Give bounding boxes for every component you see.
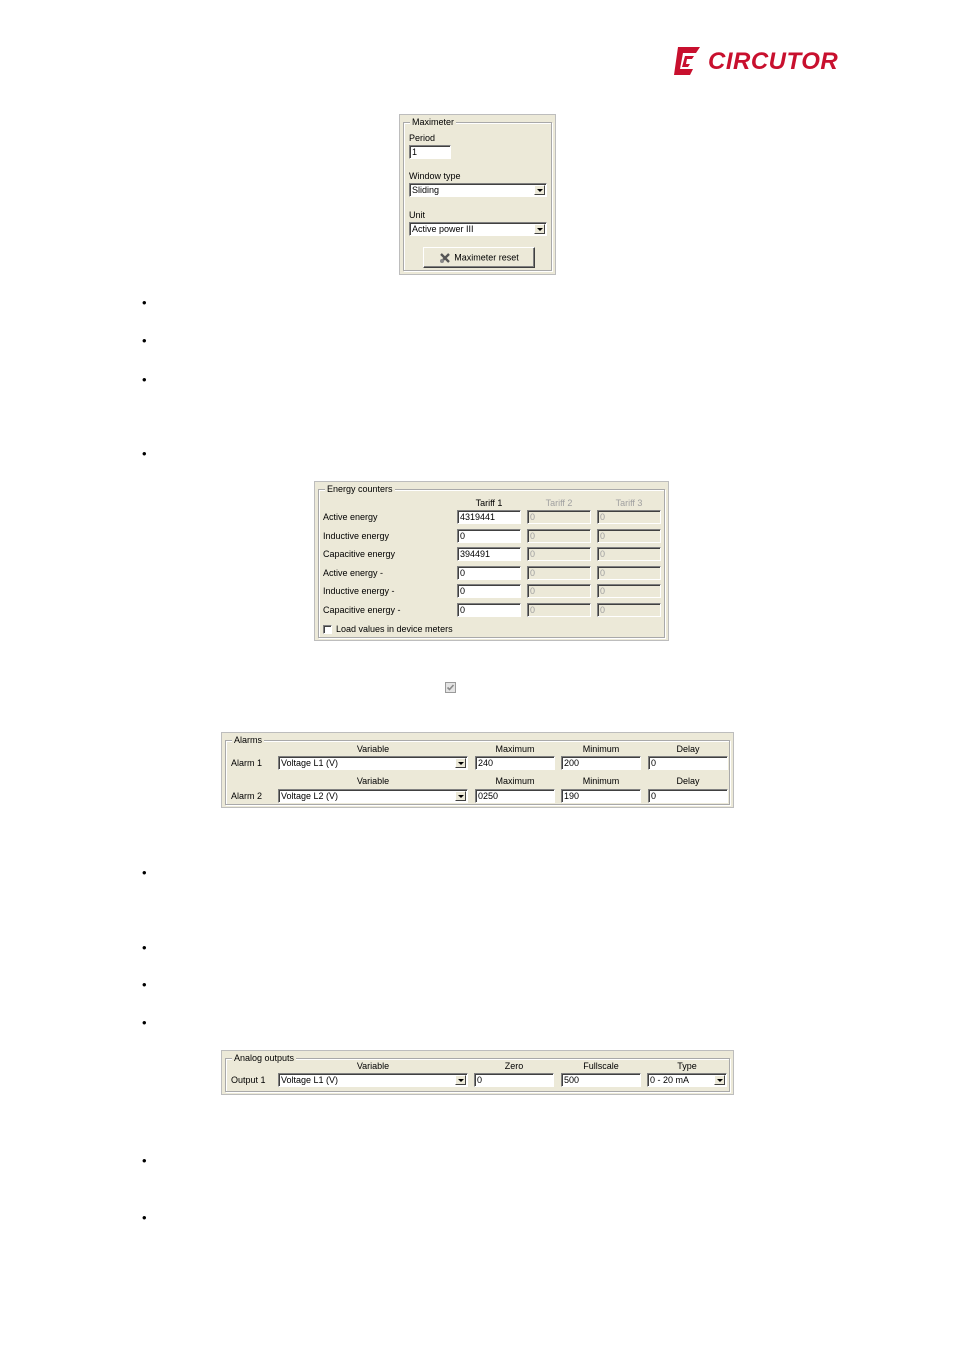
minimum-header: Minimum (582, 776, 620, 786)
unit-value: Active power III (412, 224, 474, 234)
load-values-label: Load values in device meters (336, 624, 453, 634)
alarms-panel (221, 732, 734, 808)
window-type-value: Sliding (412, 185, 440, 195)
output-1-fullscale-input[interactable]: 500 (561, 1073, 641, 1087)
alarm-1-variable-select[interactable] (278, 756, 468, 770)
maximum-header: Maximum (495, 776, 535, 786)
checked-checkbox-icon (445, 682, 456, 693)
tariff-3-input: 0 (597, 566, 661, 580)
chevron-down-icon[interactable] (455, 1075, 466, 1085)
alarm-2-variable-value: Voltage L2 (V) (281, 791, 339, 801)
bullet: • (142, 865, 147, 880)
alarm-2-variable-select[interactable] (278, 789, 468, 803)
delay-header: Delay (676, 776, 700, 786)
energy-row-label: Active energy (323, 512, 378, 522)
maximeter-legend: Maximeter (412, 117, 455, 127)
tariff-2-input: 0 (527, 603, 591, 617)
output-1-zero-input[interactable]: 0 (474, 1073, 554, 1087)
broom-icon (439, 252, 451, 264)
output-1-type-select[interactable] (647, 1073, 727, 1087)
tariff-3-input: 0 (597, 529, 661, 543)
tariff-3-input: 0 (597, 510, 661, 524)
tariff-3-input: 0 (597, 547, 661, 561)
window-type-label: Window type (409, 171, 461, 181)
minimum-header: Minimum (582, 744, 620, 754)
bullet: • (142, 1153, 147, 1168)
period-label: Period (409, 133, 436, 143)
variable-header: Variable (356, 744, 390, 754)
chevron-down-icon[interactable] (455, 758, 466, 768)
bullet: • (142, 372, 147, 387)
period-input[interactable]: 1 (409, 145, 451, 159)
energy-counters-panel (314, 481, 669, 641)
energy-row-label: Inductive energy (323, 531, 390, 541)
variable-header: Variable (356, 776, 390, 786)
output-1-label: Output 1 (231, 1075, 266, 1085)
bullet: • (142, 977, 147, 992)
tariff-2-input: 0 (527, 584, 591, 598)
alarm-2-delay-input[interactable]: 0 (648, 789, 728, 803)
output-1-type-value: 0 - 20 mA (650, 1075, 690, 1085)
chevron-down-icon[interactable] (714, 1075, 725, 1085)
maximeter-reset-button[interactable] (423, 247, 535, 268)
energy-row-label: Capacitive energy - (323, 605, 401, 615)
chevron-down-icon[interactable] (455, 791, 466, 801)
tariff-3-header: Tariff 3 (615, 498, 643, 508)
alarm-1-minimum-input[interactable]: 200 (561, 756, 641, 770)
tariff-1-header: Tariff 1 (475, 498, 503, 508)
analog-outputs-legend: Analog outputs (234, 1053, 295, 1063)
fullscale-header: Fullscale (583, 1061, 619, 1071)
maximeter-reset-label: Maximeter reset (454, 252, 519, 263)
tariff-1-input[interactable]: 0 (457, 603, 521, 617)
tariff-1-input[interactable]: 0 (457, 584, 521, 598)
tariff-1-input[interactable]: 394491 (457, 547, 521, 561)
tariff-2-input: 0 (527, 566, 591, 580)
alarm-2-maximum-input[interactable]: 0250 (475, 789, 555, 803)
tariff-1-input[interactable]: 4319441 (457, 510, 521, 524)
unit-label: Unit (409, 210, 426, 220)
energy-row-label: Capacitive energy (323, 549, 396, 559)
energy-row-label: Inductive energy - (323, 586, 395, 596)
alarm-1-delay-input[interactable]: 0 (648, 756, 728, 770)
energy-counters-legend: Energy counters (327, 484, 393, 494)
circutor-logo (672, 44, 847, 80)
alarm-1-variable-value: Voltage L1 (V) (281, 758, 339, 768)
load-values-checkbox[interactable] (323, 625, 332, 634)
output-1-variable-select[interactable] (278, 1073, 468, 1087)
bullet: • (142, 940, 147, 955)
tariff-2-header: Tariff 2 (545, 498, 573, 508)
chevron-down-icon[interactable] (534, 224, 545, 234)
alarms-legend: Alarms (234, 735, 263, 745)
alarm-2-label: Alarm 2 (231, 791, 263, 801)
zero-header: Zero (504, 1061, 524, 1071)
chevron-down-icon[interactable] (534, 185, 545, 195)
tariff-3-input: 0 (597, 603, 661, 617)
tariff-2-input: 0 (527, 547, 591, 561)
bullet: • (142, 1015, 147, 1030)
circutor-logo-icon (672, 44, 706, 78)
variable-header: Variable (356, 1061, 390, 1071)
tariff-2-input: 0 (527, 529, 591, 543)
tariff-2-input: 0 (527, 510, 591, 524)
output-1-variable-value: Voltage L1 (V) (281, 1075, 339, 1085)
alarm-1-maximum-input[interactable]: 240 (475, 756, 555, 770)
window-type-select[interactable] (409, 183, 547, 197)
delay-header: Delay (676, 744, 700, 754)
energy-row-label: Active energy - (323, 568, 384, 578)
unit-select[interactable] (409, 222, 547, 236)
type-header: Type (677, 1061, 697, 1071)
analog-outputs-panel (221, 1050, 734, 1095)
maximeter-panel (399, 114, 556, 275)
tariff-1-input[interactable]: 0 (457, 566, 521, 580)
bullet: • (142, 295, 147, 310)
bullet: • (142, 333, 147, 348)
brand-name: CIRCUTOR (708, 48, 839, 75)
bullet: • (142, 1210, 147, 1225)
alarm-1-label: Alarm 1 (231, 758, 263, 768)
tariff-1-input[interactable]: 0 (457, 529, 521, 543)
bullet: • (142, 446, 147, 461)
maximum-header: Maximum (495, 744, 535, 754)
tariff-3-input: 0 (597, 584, 661, 598)
alarm-2-minimum-input[interactable]: 190 (561, 789, 641, 803)
